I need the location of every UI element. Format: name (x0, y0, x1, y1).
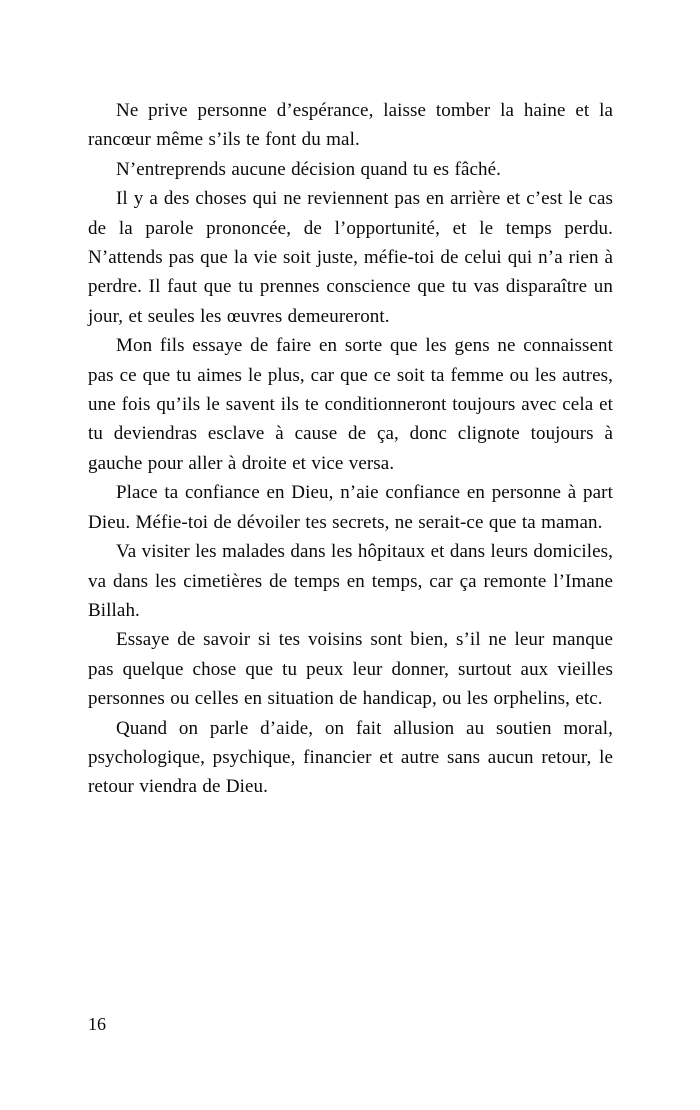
paragraph: Ne prive personne d’espérance, laisse tomber la haine et la rancœur même s’ils te font du mal. (88, 100, 613, 151)
paragraph: Va visiter les malades dans les hôpitaux et dans leurs domiciles, va dans les cimetières de temps en temps, car ça remonte l’Imane Billah. (88, 541, 613, 621)
page-text-block (88, 96, 613, 802)
paragraph: Place ta confiance en Dieu, n’aie confiance en personne à part Dieu. Méfie-toi de dévoiler tes secrets, ne serait-ce que ta maman. (88, 482, 613, 533)
paragraph: Mon fils essaye de faire en sorte que les gens ne connaissent pas ce que tu aimes le plus, car que ce soit ta femme ou les autres, une fois qu’ils le savent ils te conditionneront toujours avec cela et tu deviendras esclave à cause de ça, donc clignote toujours à gauche pour aller à droite et vice versa. (88, 335, 613, 474)
paragraph: N’entreprends aucune décision quand tu es fâché. (116, 158, 502, 180)
paragraph: Quand on parle d’aide, on fait allusion au soutien moral, psychologique, psychique, financier et autre sans aucun retour, le retour viendra de Dieu. (88, 717, 613, 798)
paragraph: Essaye de savoir si tes voisins sont bien, s’il ne leur manque pas quelque chose que tu peux leur donner, surtout aux vieilles personnes ou celles en situation de handicap, ou les orphelins, etc. (88, 629, 613, 710)
page-number: 16 (88, 1014, 106, 1034)
paragraph: Il y a des choses qui ne reviennent pas en arrière et c’est le cas de la parole prononcée, de l’opportunité, et le temps perdu. N’attends pas que la vie soit juste, méfie-toi de celui qui n’a rien à perdre. Il faut que tu prennes conscience que tu vas disparaître un jour, et seules les œuvres demeureront. (88, 188, 613, 327)
